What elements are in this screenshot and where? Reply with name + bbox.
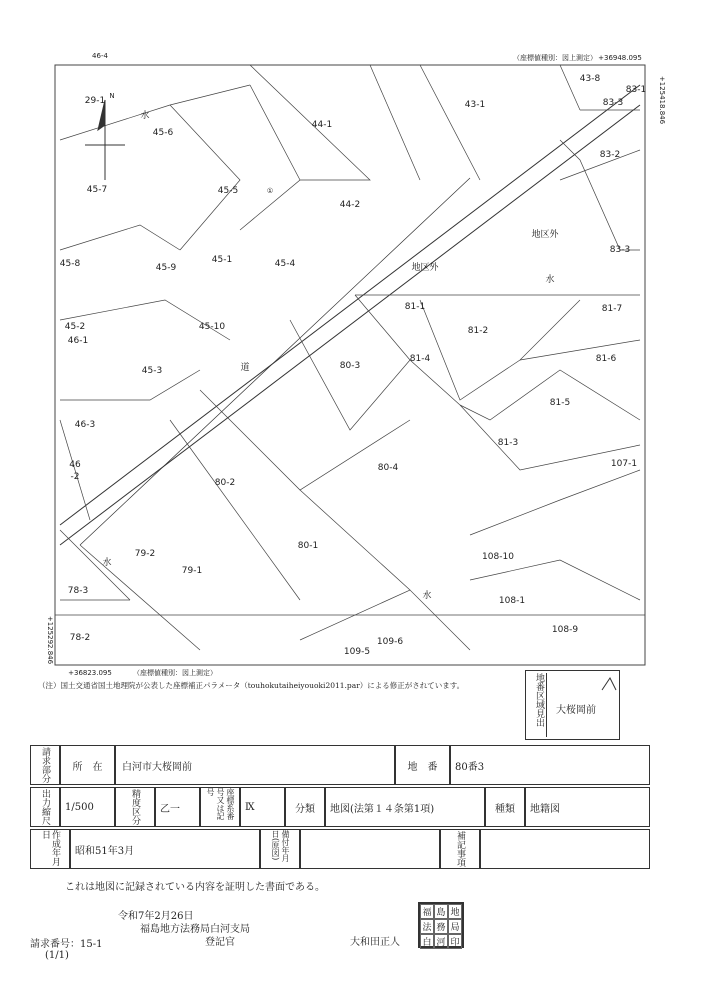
- parcel-label: 45-1: [211, 255, 233, 265]
- coord-right-vertical: +125418.846: [658, 75, 666, 125]
- notes-value: [480, 829, 650, 869]
- remarks-date-label: 備付年月日(原図): [260, 829, 300, 869]
- certification-text: これは地図に記録されている内容を証明した書面である。: [65, 882, 325, 893]
- type-label: 種類: [485, 787, 525, 827]
- parcel-label: 80-3: [339, 361, 361, 371]
- parcel-label: 83-2: [599, 150, 621, 160]
- parcel-label: 80-1: [297, 541, 319, 551]
- page-number: (1/1): [45, 950, 69, 961]
- parcel-label: 83-1: [625, 85, 647, 95]
- legend-box: [525, 670, 620, 740]
- coord-top-right: +36948.095: [598, 54, 642, 62]
- legend-value: 大桜岡前: [556, 705, 596, 716]
- scale-value: 1/500: [60, 787, 115, 827]
- parcel-label: 44-2: [339, 200, 361, 210]
- coord-system-label: 座標系番号又は記号: [200, 787, 240, 827]
- water-label: 水: [102, 558, 112, 568]
- parcel-label: 地区外: [411, 263, 439, 273]
- circle-mark: ①: [266, 187, 274, 195]
- parcel-label: 108-1: [498, 596, 526, 606]
- parcel-label: 109-6: [376, 637, 404, 647]
- created-label: 作成年月日: [30, 829, 70, 869]
- scale-label: 出力縮尺: [30, 787, 60, 827]
- road-edge-2: [60, 105, 640, 545]
- accuracy-label: 精度区分: [115, 787, 155, 827]
- water-label: 水: [422, 591, 432, 601]
- parcel-label: 46: [69, 460, 81, 470]
- remarks-date-value: [300, 829, 440, 869]
- parcel-label: 45-8: [59, 259, 81, 269]
- parcel-label: 107-1: [610, 459, 638, 469]
- lot-label: 地 番: [395, 745, 450, 785]
- water-label: 水: [545, 275, 555, 285]
- parcel-label: 44-1: [311, 120, 333, 130]
- parcel-label: 108-9: [551, 625, 579, 635]
- parcel-label: 29-1: [84, 96, 106, 106]
- parcel-label: 79-1: [181, 566, 203, 576]
- location-value: 白河市大桜岡前: [115, 745, 395, 785]
- info-form: [30, 745, 650, 870]
- location-label: 所 在: [60, 745, 115, 785]
- parcel-label: 80-2: [214, 478, 236, 488]
- coord-system-value: Ⅸ: [240, 787, 285, 827]
- parcel-label: 45-3: [141, 366, 163, 376]
- top-left-ref: 46-4: [92, 52, 108, 60]
- parcel-label: 79-2: [134, 549, 156, 559]
- parcel-label: 43-1: [464, 100, 486, 110]
- notes-label: 補記事項: [440, 829, 480, 869]
- parcel-label: 78-3: [67, 586, 89, 596]
- north-label: N: [109, 92, 115, 100]
- coord-bottom-left: +36823.095: [68, 669, 112, 677]
- parcel-label: 81-2: [467, 326, 489, 336]
- parcel-label: 46-1: [67, 336, 89, 346]
- registrar-name: 大和田正人: [350, 937, 400, 948]
- parcel-label: 地区外: [531, 230, 559, 240]
- parcel-label: 45-2: [64, 322, 86, 332]
- parcel-label: 45-10: [198, 322, 226, 332]
- parcel-label: 45-4: [274, 259, 296, 269]
- parcel-label: 81-4: [409, 354, 431, 364]
- coord-note-top: （座標値種別：図上測定）: [513, 54, 597, 62]
- footnote: （注）国土交通省国土地理院が公表した座標補正パラメータ（touhokutaiheiyouoki2011.par）による修正がされています。: [38, 681, 465, 690]
- north-arrow-icon: [85, 100, 125, 180]
- parcel-label: 81-5: [549, 398, 571, 408]
- official-seal: 福 島 地 法 務 局 白 河 印: [418, 902, 464, 948]
- parcel-label: 78-2: [69, 633, 91, 643]
- legend-title: 地番区域見出: [528, 673, 547, 737]
- parcel-lines: [55, 65, 645, 650]
- classification-value: 地図(法第１４条第1項): [325, 787, 485, 827]
- parcel-label: 45-9: [155, 263, 177, 273]
- parcel-labels: [60, 74, 646, 657]
- parcel-label: -2: [70, 472, 80, 482]
- parcel-label: 109-5: [343, 647, 371, 657]
- type-value: 地籍図: [525, 787, 650, 827]
- parcel-label: 83-3: [609, 245, 631, 255]
- lot-value: 80番3: [450, 745, 650, 785]
- parcel-label: 45-6: [152, 128, 174, 138]
- road-label: 道: [240, 363, 250, 373]
- accuracy-value: 乙一: [155, 787, 200, 827]
- classification-label: 分類: [285, 787, 325, 827]
- coord-note-bottom: （座標値種別：図上測定）: [133, 669, 217, 677]
- requester-label: 請求部分: [30, 745, 60, 785]
- parcel-label: 46-3: [74, 420, 96, 430]
- coord-left-vertical: +125292.846: [46, 615, 54, 665]
- parcel-label: 83-3: [602, 98, 624, 108]
- created-value: 昭和51年3月: [70, 829, 260, 869]
- parcel-label: 81-3: [497, 438, 519, 448]
- parcel-label: 45-7: [86, 185, 108, 195]
- parcel-label: 45-5: [217, 186, 239, 196]
- registrar-title: 登記官: [205, 937, 235, 948]
- parcel-label: 81-6: [595, 354, 617, 364]
- office-name: 福島地方法務局白河支局: [140, 924, 250, 935]
- parcel-label: 80-4: [377, 463, 399, 473]
- legend-shape-icon: [601, 677, 617, 691]
- parcel-label: 81-7: [601, 304, 623, 314]
- water-label: 水: [140, 111, 150, 121]
- parcel-label: 81-1: [404, 302, 426, 312]
- parcel-label: 43-8: [579, 74, 601, 84]
- road-edge-1: [60, 85, 640, 525]
- issue-date: 令和7年2月26日: [118, 911, 194, 922]
- parcel-label: 108-10: [482, 552, 514, 562]
- request-number: 請求番号：15-1: [30, 939, 103, 950]
